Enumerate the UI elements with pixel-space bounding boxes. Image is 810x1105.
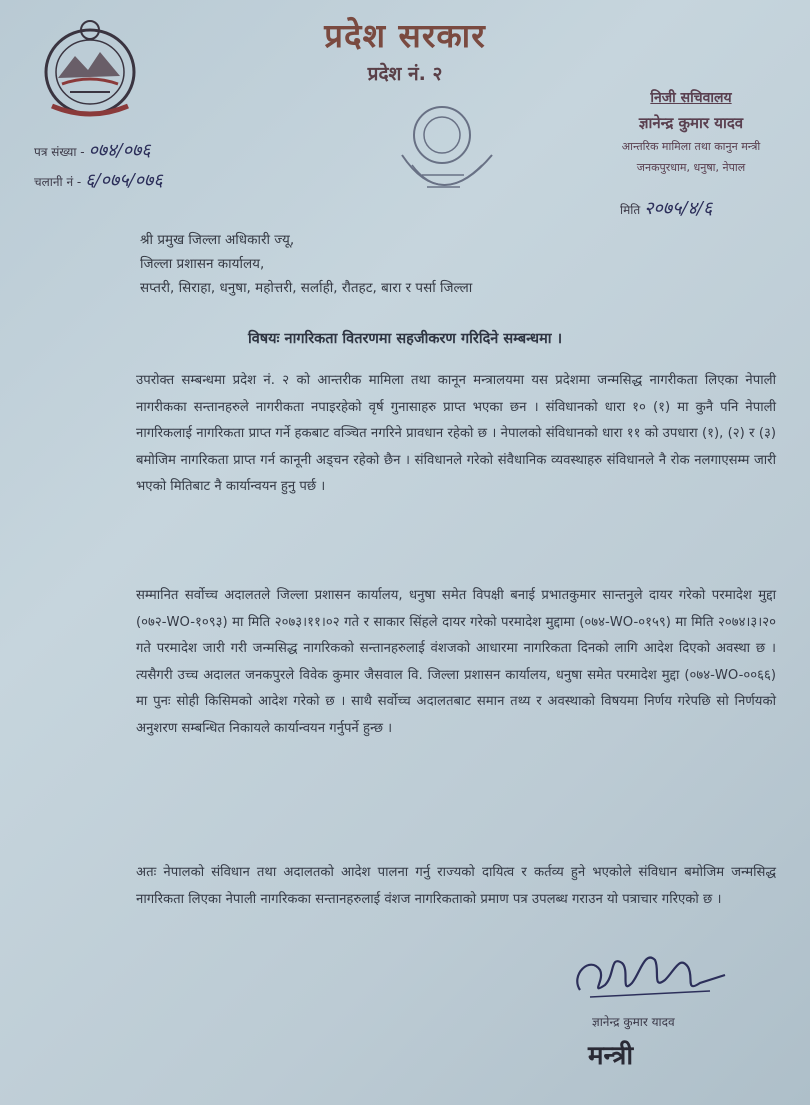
addressee-line-3: सप्तरी, सिराहा, धनुषा, महोत्तरी, सर्लाही, रौतहट, बारा र पर्सा जिल्ला	[140, 280, 473, 296]
body-paragraph-2: सम्मानित सर्वोच्च अदालतले जिल्ला प्रशासन कार्यालय, धनुषा समेत विपक्षी बनाई प्रभातकुमार सान्तनुले दायर गरेको परमादेश मुद्दा (०७२-WO-१०९३) मा मिति २०७३।११।०२ गते र साकार सिंहले दायर गरेको परमादेश मुद्दामा (०७४-WO-०१५९) मा मिति २०७४।३।२० गते परमादेश जारी गरी जन्मसिद्ध नागरिकको सन्तानहरुलाई वंशजको आधारमा नागरिकता दिनको लागि आदेश दिएको अवस्था छ । त्यसैगरी उच्च अदालत जनकपुरले विवेक कुमार जैसवाल वि. जिल्ला प्रशासन कार्यालय, धनुषा समेत परमादेश मुद्दा (०७४-WO-००६६) मा पुनः सोही किसिमको आदेश गरेको छ । साथै सर्वोच्च अदालतबाट समान तथ्य र अवस्थाको विषयमा निर्णय गरेपछि सो निर्णयको अनुशरण सम्बन्धित निकायले कार्यान्वयन गर्नुपर्ने हुन्छ ।	[136, 588, 776, 736]
signer-name: ज्ञानेन्द्र कुमार यादव	[592, 1015, 675, 1029]
subject-line: विषयः नागरिकता वितरणमा सहजीकरण गरिदिने सम्बन्धमा ।	[247, 331, 563, 347]
office-line-3: आन्तरिक मामिला तथा कानुन मन्त्री	[621, 140, 761, 153]
official-stamp-icon	[372, 95, 512, 225]
chalani-value: ६/०७५/०७६	[85, 170, 163, 191]
addressee-line-2: जिल्ला प्रशासन कार्यालय,	[140, 256, 265, 272]
office-line-2: ज्ञानेन्द्र कुमार यादव	[638, 114, 744, 132]
addressee-block	[140, 228, 472, 300]
signer-designation: मन्त्री	[588, 1041, 634, 1071]
body-paragraph-3: अतः नेपालको संविधान तथा अदालतको आदेश पालना गर्नु राज्यको दायित्व र कर्तव्य हुने भएकोले संविधान बमोजिम जन्मसिद्ध नागरिकता लिएका नेपाली नागरिकका सन्तानहरुलाई वंशज नागरिकताको प्रमाण पत्र उपलब्ध गराउन यो पत्राचार गरिएको छ ।	[136, 865, 776, 907]
chalani-row	[34, 168, 163, 192]
letterhead-subtitle: प्रदेश नं. २	[367, 63, 443, 85]
addressee-line-1: श्री प्रमुख जिल्ला अधिकारी ज्यू,	[140, 232, 295, 248]
date-row	[620, 196, 712, 220]
patra-sankhya-row	[34, 138, 151, 162]
government-emblem-icon	[40, 18, 140, 122]
office-block	[586, 88, 796, 175]
patra-sankhya-label: पत्र संख्या -	[34, 145, 85, 159]
chalani-label: चलानी नं -	[34, 175, 82, 189]
office-line-4: जनकपुरधाम, धनुषा, नेपाल	[636, 161, 746, 174]
date-value: २०७५/४/६	[644, 198, 713, 219]
date-label: मिति	[620, 203, 641, 217]
signature-icon	[560, 935, 740, 1015]
body-paragraph-1: उपरोक्त सम्बन्धमा प्रदेश नं. २ को आन्तरीक मामिला तथा कानून मन्त्रालयमा यस प्रदेशमा जन्मसिद्ध नागरीकता लिएका नेपाली नागरीकका सन्तानहरुले नागरीकता नपाइरहेको वृर्ष गुनासाहरु प्राप्त भएका छन । संविधानको धारा १० (१) मा कुनै पनि नेपाली नागरिकलाई नागरिकता प्राप्त गर्ने हकबाट वञ्चित नगरिने प्रावधान रहेको छ । नेपालको संविधानको धारा ११ को उपधारा (१), (२) र (३) बमोजिम नागरिकता प्राप्त गर्न कानूनी अड्चन रहेको छैन । संविधानले गरेको संवैधानिक व्यवस्थाहरु संविधानले नै रोक नलगाएसम्म जारी भएको मितिबाट नै कार्यान्वयन हुनु पर्छ ।	[136, 373, 776, 494]
office-line-1: निजी सचिवालय	[650, 90, 732, 106]
patra-sankhya-value: ०७४/०७६	[88, 140, 151, 161]
letterhead-title: प्रदेश सरकार	[324, 16, 486, 55]
